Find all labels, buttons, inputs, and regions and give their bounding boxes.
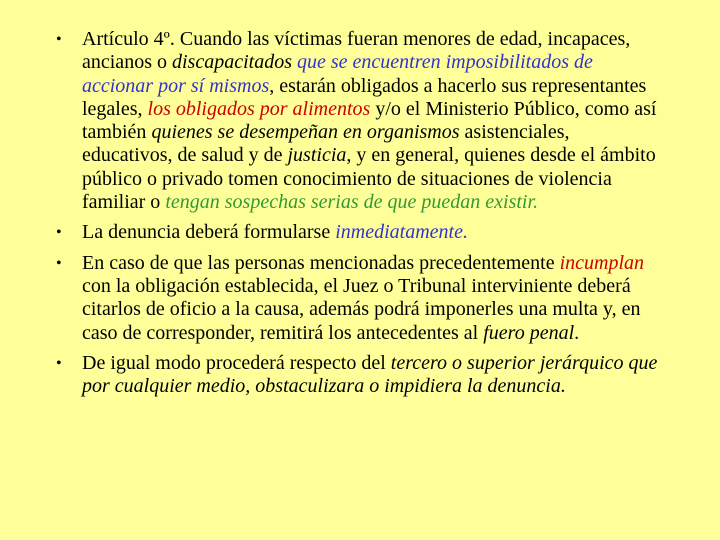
text-segment: con la obligación establecida, el Juez o Tribunal interviniente deberá citarlos de oficio a la causa, además podrá imponerles una multa y, en caso de corresponder, remitirá los antecedentes al bbox=[82, 274, 641, 344]
text-segment-italic: quienes se desempeñan en organismos bbox=[151, 121, 460, 144]
text-segment-italic: fuero penal bbox=[483, 321, 575, 344]
bullet-icon: • bbox=[56, 354, 62, 372]
text-segment: , estarán obligados a hacerlo sus representantes legales, bbox=[82, 74, 647, 120]
text-segment: y/o el Ministerio Público, como así también bbox=[82, 97, 657, 144]
bullet-item-articulo-4 bbox=[56, 28, 660, 214]
text-segment: De igual modo procederá respecto del bbox=[82, 351, 391, 374]
bullet-icon: • bbox=[56, 31, 62, 48]
text-segment-italic-blue: inmediatamente. bbox=[335, 221, 468, 244]
bullet-icon: • bbox=[56, 224, 62, 242]
text-segment: La denuncia deberá formularse bbox=[82, 221, 336, 244]
bullet-list bbox=[56, 28, 660, 398]
text-segment: En caso de que las personas mencionadas precedentemente bbox=[82, 251, 560, 274]
text-segment-italic: discapacitados bbox=[171, 51, 292, 74]
bullet-item-denuncia bbox=[56, 221, 660, 244]
text-segment: Artículo 4º. Cuando las víctimas fueran menores de edad, incapaces, ancianos o bbox=[82, 28, 631, 74]
text-segment: , y en general, quienes desde el ámbito público o privado tomen conocimiento de situaciones de violencia familiar o bbox=[82, 144, 656, 214]
text-segment-italic-blue: que se encuentren imposibilitados de accionar por sí mismos bbox=[82, 51, 593, 97]
text-segment-italic: justicia bbox=[287, 144, 347, 167]
text-segment-italic-red: los obligados por alimentos bbox=[147, 97, 371, 120]
bullet-item-incumplimiento bbox=[56, 252, 660, 345]
text-segment: asistenciales, educativos, de salud y de bbox=[82, 121, 570, 167]
bullet-item-tercero bbox=[56, 352, 660, 399]
text-segment-italic-green: tengan sospechas serias de que puedan existir. bbox=[165, 191, 539, 214]
text-segment: . bbox=[574, 321, 580, 344]
text-segment-italic-red: incumplan bbox=[559, 251, 645, 274]
text-segment-italic: tercero o superior jerárquico que por cualquier medio, obstaculizara o impidiera la denuncia. bbox=[82, 351, 658, 398]
bullet-icon: • bbox=[56, 254, 62, 272]
